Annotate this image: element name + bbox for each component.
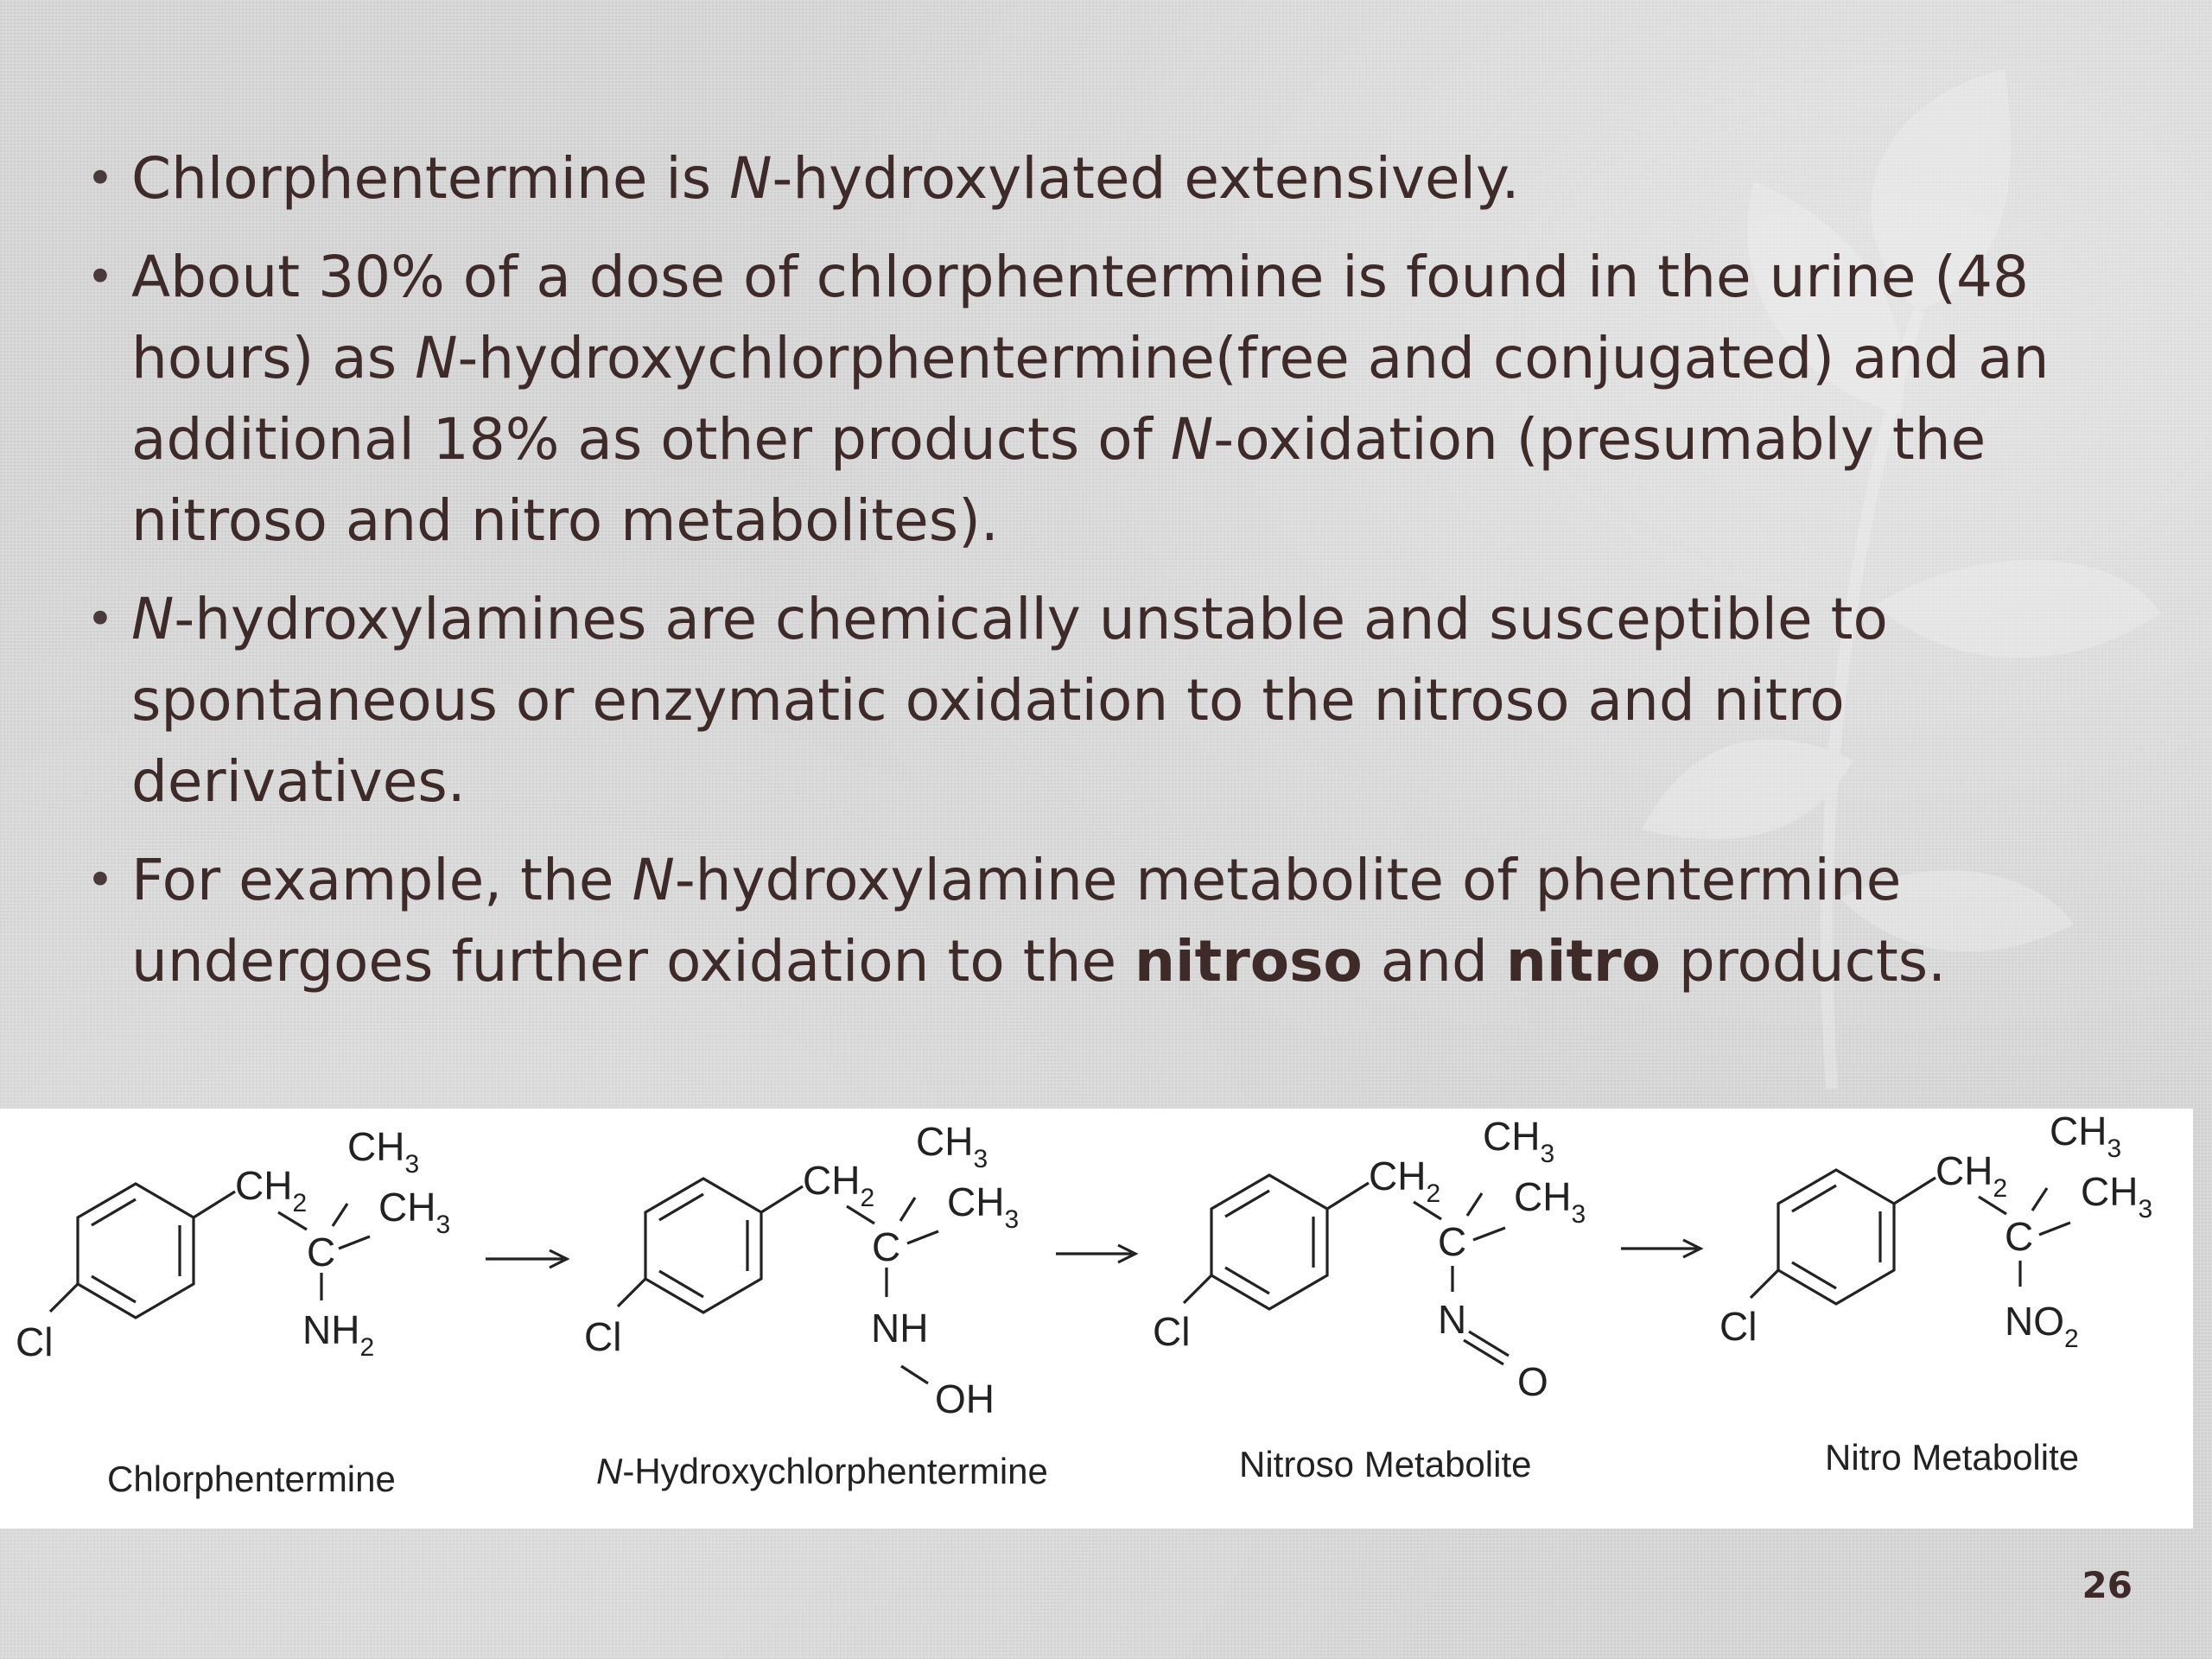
bullet-item: [86, 237, 2143, 562]
text-run: -hydroxylamine metabolite of phentermine undergoes further oxidation to the: [131, 847, 1902, 995]
caption-chlorphentermine: Chlorphentermine: [107, 1459, 396, 1499]
italic-text: N: [131, 586, 175, 652]
no2-label: $NO_2$: [2005, 1299, 2079, 1353]
bullet-list: [86, 138, 2143, 1020]
text-run: -hydroxylamines are chemically unstable and susceptible to spontaneous or enzymatic oxidation to the nitroso and nitro derivatives.: [131, 586, 1888, 815]
bullet-item: [86, 840, 2143, 1002]
nh-label: NH: [871, 1306, 929, 1351]
caption-nitro-metabolite: Nitro Metabolite: [1825, 1437, 2080, 1478]
bold-text: nitro: [1505, 928, 1661, 995]
caption-rest: -Hydroxychlorphentermine: [622, 1451, 1048, 1491]
text-run: About 30% of a dose of chlorphentermine is found in the urine (48 hours) as: [131, 244, 2030, 391]
caption-nitroso-metabolite: Nitroso Metabolite: [1239, 1444, 1532, 1484]
ch3-label: $CH_3$: [378, 1185, 451, 1239]
ch2-label: $CH_2$: [803, 1158, 875, 1212]
italic-text: N: [1170, 406, 1214, 473]
bullet-item: [86, 579, 2143, 823]
oh-label: OH: [935, 1376, 995, 1421]
carbon-label: C: [307, 1230, 336, 1274]
nh2-label: $NH_2$: [302, 1307, 375, 1362]
carbon-label: C: [1438, 1219, 1467, 1264]
text-run: products.: [1660, 928, 1947, 995]
page-number: 26: [2082, 1564, 2133, 1606]
caption-italic-n: N: [596, 1451, 623, 1491]
text-run: -hydroxychlorphentermine(free and conjugated) and an additional 18% as other products of: [131, 325, 2050, 473]
bullet-item: [86, 138, 2143, 219]
ch3-label: $CH_3$: [2081, 1169, 2153, 1224]
text-run: -hydroxylated extensively.: [772, 145, 1520, 212]
ch2-label: $CH_2$: [235, 1163, 308, 1217]
text-run: Chlorphentermine is: [131, 145, 730, 212]
text-run: For example, the: [131, 847, 632, 913]
text-run: -oxidation (presumably the nitroso and nitro metabolites).: [131, 406, 1986, 554]
bold-text: nitroso: [1135, 928, 1363, 995]
ch3-label: $CH_3$: [947, 1179, 1020, 1234]
nitrogen-label: N: [1438, 1297, 1467, 1342]
ch3-label: $CH_3$: [347, 1124, 420, 1179]
caption-n-hydroxychlorphentermine: [596, 1451, 1048, 1492]
italic-text: N: [632, 847, 675, 913]
cl-label: Cl: [16, 1319, 54, 1364]
carbon-label: C: [872, 1224, 901, 1269]
ch2-label: $CH_2$: [1369, 1154, 1441, 1208]
italic-text: N: [729, 145, 772, 212]
reaction-scheme-figure: [0, 1109, 2193, 1529]
italic-text: N: [415, 325, 458, 391]
carbon-label: C: [2005, 1214, 2034, 1259]
ch3-label: $CH_3$: [2050, 1109, 2122, 1163]
ch2-label: $CH_2$: [1936, 1148, 2008, 1203]
ch3-label: $CH_3$: [1483, 1114, 1555, 1168]
ch3-label: $CH_3$: [916, 1119, 988, 1173]
ch3-label: $CH_3$: [1514, 1174, 1586, 1229]
cl-label: Cl: [584, 1314, 622, 1359]
cl-label: Cl: [1153, 1309, 1191, 1354]
cl-label: Cl: [1719, 1304, 1758, 1349]
text-run: and: [1362, 928, 1506, 995]
oxygen-label: O: [1517, 1359, 1548, 1404]
